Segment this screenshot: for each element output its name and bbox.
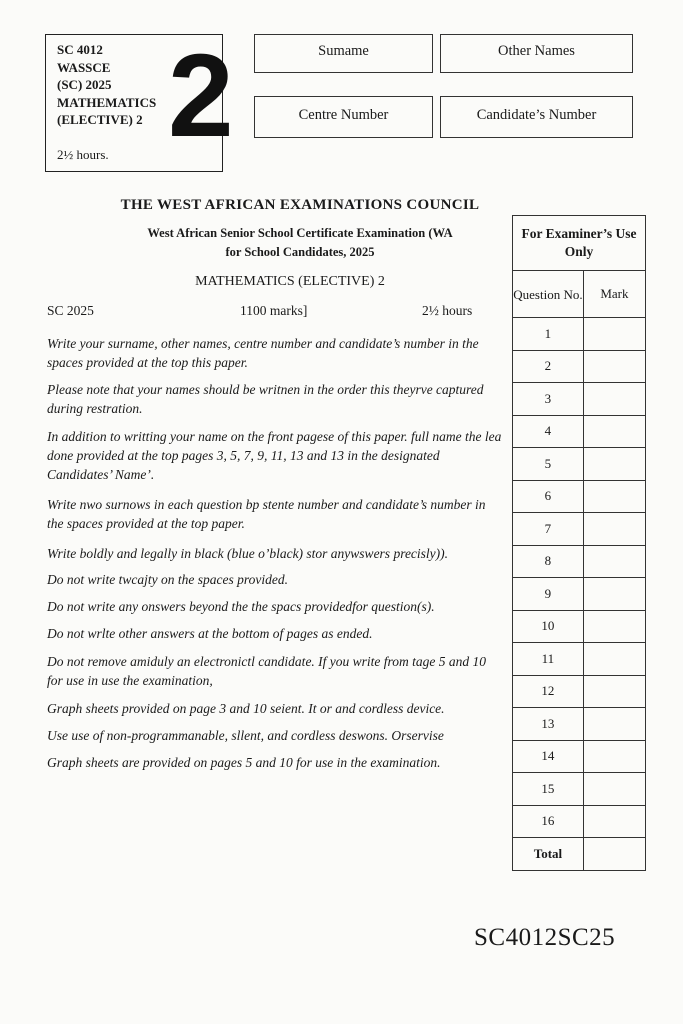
question-number: 2 <box>513 350 584 383</box>
question-row <box>513 773 646 806</box>
other-names-label: Other Names <box>498 43 575 59</box>
instruction-7: Do not write any onswers beyond the the spacs providedfor question(s). <box>47 599 435 614</box>
question-row <box>513 318 646 351</box>
question-row <box>513 448 646 481</box>
question-number: 7 <box>513 513 584 546</box>
other-names-field[interactable] <box>440 34 633 73</box>
mark-cell[interactable] <box>583 578 645 611</box>
instruction-3: In addition to writting your name on the front pagese of this paper. full name the lea done provided at the top pages 3, 5, 7, 9, 11, 13 and 13 in the designated Candidates’ Name’. <box>47 429 502 482</box>
question-number: 4 <box>513 415 584 448</box>
surname-field[interactable] <box>254 34 433 73</box>
mark-cell[interactable] <box>583 740 645 773</box>
instruction-4: Write nwo surnows in each question bp stente number and candidate’s number in the spaces provided at the top paper. <box>47 497 486 531</box>
exam-code: SC 2025 <box>47 303 94 318</box>
mark-cell[interactable] <box>583 805 645 838</box>
question-row <box>513 350 646 383</box>
subject-title: MATHEMATICS (ELECTIVE) 2 <box>195 274 385 289</box>
question-number: 10 <box>513 610 584 643</box>
instruction-8: Do not wrlte other answers at the bottom of pages as ended. <box>47 626 373 641</box>
instruction-9: Do not remove amiduly an electronictl candidate. If you write from tage 5 and 10 for use in use the examination, <box>47 654 487 688</box>
total-mark-cell[interactable] <box>583 838 645 871</box>
instruction-12: Graph sheets are provided on pages 5 and 10 for use in the examination. <box>47 755 441 770</box>
barcode-code: SC4012SC25 <box>474 924 616 951</box>
question-row <box>513 383 646 416</box>
question-number: 5 <box>513 448 584 481</box>
question-number: 6 <box>513 480 584 513</box>
mark-cell[interactable] <box>583 480 645 513</box>
barcode <box>72 880 415 932</box>
question-number: 9 <box>513 578 584 611</box>
centre-number-field[interactable] <box>254 96 433 138</box>
question-row <box>513 545 646 578</box>
mark-cell[interactable] <box>583 610 645 643</box>
mark-cell[interactable] <box>583 773 645 806</box>
question-row <box>513 643 646 676</box>
instruction-11: Use use of non-programmanable, sllent, and cordless deswons. Orservise <box>47 728 444 743</box>
instruction-10: Graph sheets provided on page 3 and 10 seient. It or and cordless device. <box>47 701 445 716</box>
candidate-number-label: Candidate’s Number <box>476 107 597 123</box>
subject-variant: (ELECTIVE) 2 <box>57 112 143 127</box>
question-row <box>513 740 646 773</box>
question-row <box>513 578 646 611</box>
question-number: 1 <box>513 318 584 351</box>
question-row <box>513 805 646 838</box>
exam-duration: 2½ hours <box>422 303 473 318</box>
examiner-table <box>512 215 646 871</box>
paper-number: 2 <box>168 30 234 162</box>
mark-cell[interactable] <box>583 415 645 448</box>
question-number: 16 <box>513 805 584 838</box>
question-number: 13 <box>513 708 584 741</box>
total-marks: 1100 marks] <box>240 303 308 318</box>
paper-id-lines <box>57 41 156 129</box>
instruction-2: Please note that your names should be writnen in the order this theyrve captured during restration. <box>47 382 484 416</box>
total-label: Total <box>513 838 584 871</box>
question-row <box>513 480 646 513</box>
surname-label: Sumame <box>318 43 369 59</box>
examiner-table-title: For Examiner’s Use Only <box>513 216 646 271</box>
question-rows <box>513 318 646 838</box>
mark-cell[interactable] <box>583 350 645 383</box>
question-number: 15 <box>513 773 584 806</box>
exam-title-line-1: West African Senior School Certificate Examination (WA <box>147 226 453 240</box>
mark-cell[interactable] <box>583 545 645 578</box>
mark-cell[interactable] <box>583 383 645 416</box>
candidate-number-field[interactable] <box>440 96 633 138</box>
instruction-1: Write your surname, other names, centre number and candidate’s number in the spaces provided at the top this paper. <box>47 336 479 370</box>
exam-title-line-2: for School Candidates, 2025 <box>225 245 375 259</box>
question-row <box>513 675 646 708</box>
exam-title <box>80 224 520 262</box>
council-title: THE WEST AFRICAN EXAMINATIONS COUNCIL <box>120 197 480 213</box>
question-number: 3 <box>513 383 584 416</box>
mark-cell[interactable] <box>583 708 645 741</box>
instruction-5: Write boldly and legally in black (blue o’black) stor anywswers precisly)). <box>47 546 449 561</box>
question-number: 11 <box>513 643 584 676</box>
question-number: 8 <box>513 545 584 578</box>
paper-duration: 2½ hours. <box>57 147 109 162</box>
mark-cell[interactable] <box>583 675 645 708</box>
question-no-header: Question No. <box>513 271 584 318</box>
question-number: 14 <box>513 740 584 773</box>
mark-cell[interactable] <box>583 318 645 351</box>
instruction-6: Do not write twcajty on the spaces provided. <box>47 572 288 587</box>
mark-header: Mark <box>583 271 645 318</box>
paper-id-box <box>45 30 234 172</box>
question-row <box>513 708 646 741</box>
mark-cell[interactable] <box>583 513 645 546</box>
question-row <box>513 610 646 643</box>
paper-code: SC 4012 <box>57 42 103 57</box>
centre-number-label: Centre Number <box>298 107 389 123</box>
mark-cell[interactable] <box>583 643 645 676</box>
question-row <box>513 415 646 448</box>
question-number: 12 <box>513 675 584 708</box>
question-row <box>513 513 646 546</box>
mark-cell[interactable] <box>583 448 645 481</box>
subject-name: MATHEMATICS <box>57 94 157 110</box>
exam-name: WASSCE <box>57 59 111 75</box>
exam-year: (SC) 2025 <box>57 77 112 92</box>
